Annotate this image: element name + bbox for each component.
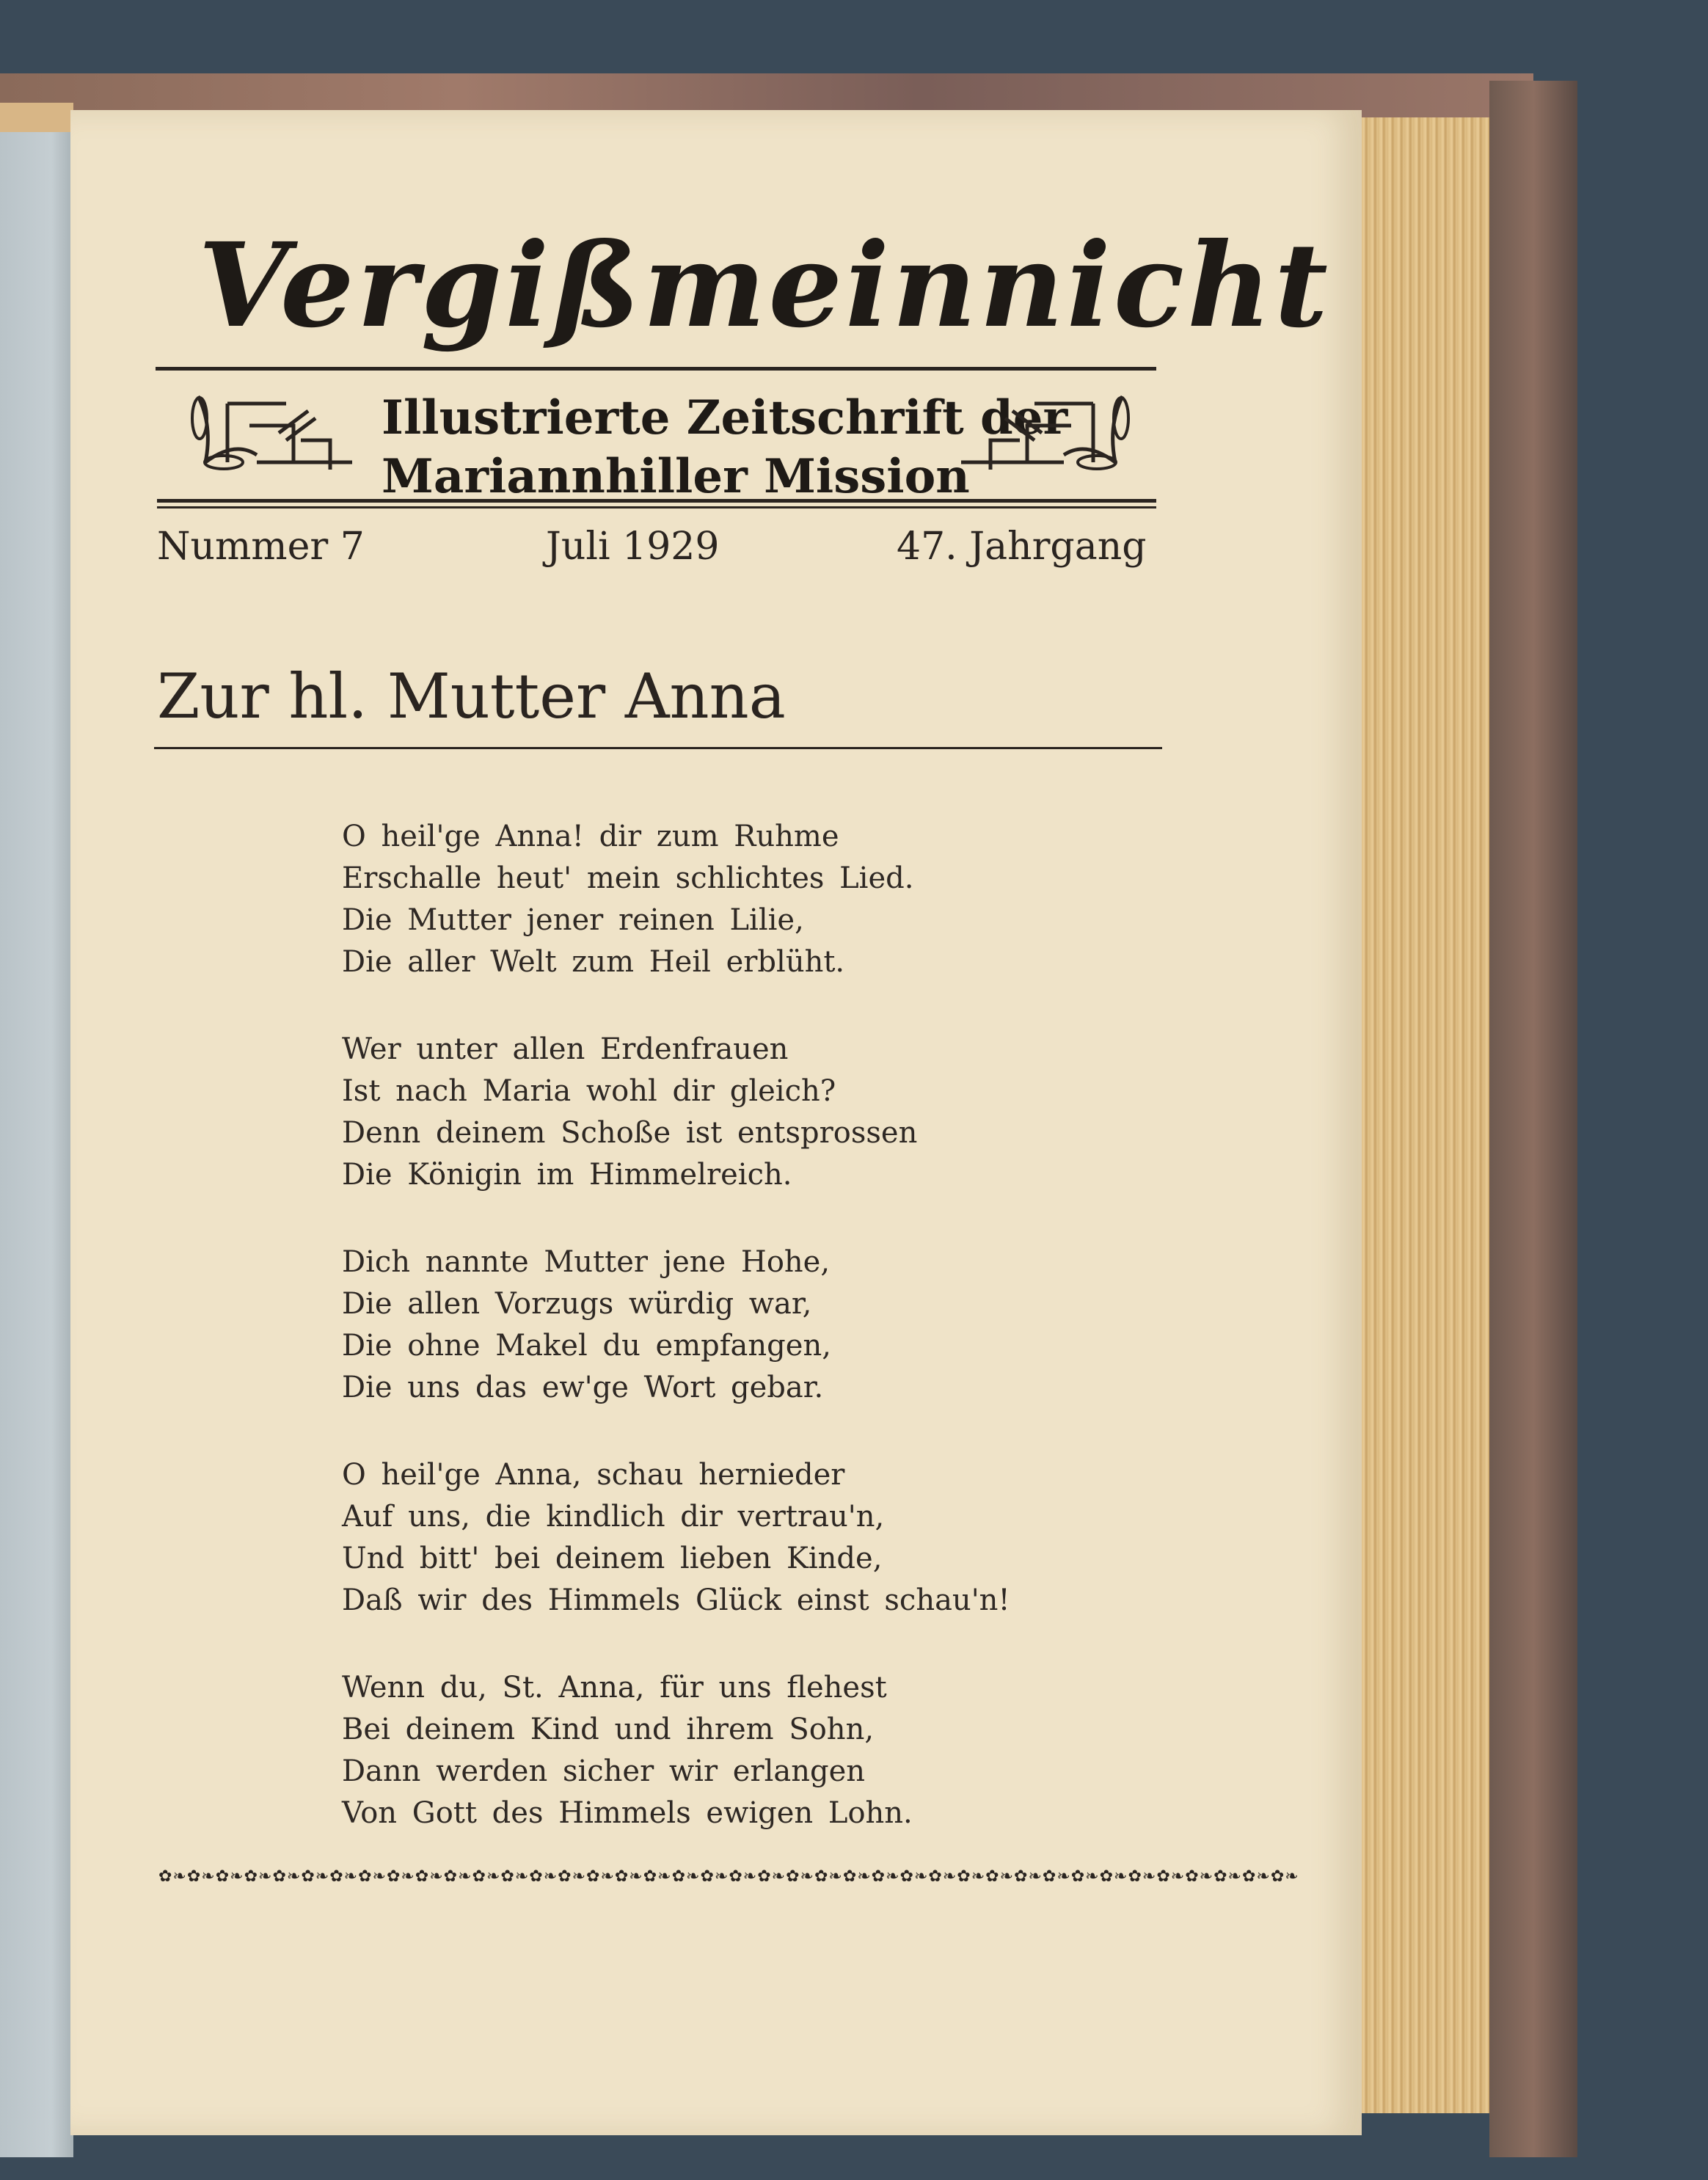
- issue-number: Nummer 7: [157, 525, 365, 569]
- poem-body: [342, 816, 1046, 1880]
- poem-line: Die allen Vorzugs würdig war,: [342, 1287, 812, 1321]
- masthead-subtitle: [382, 389, 1068, 506]
- issue-volume: 47. Jahrgang: [897, 525, 1147, 569]
- poem-line: Dich nannte Mutter jene Hohe,: [342, 1245, 831, 1279]
- poem-line: Von Gott des Himmels ewigen Lohn.: [342, 1796, 913, 1830]
- poem-line: Erschalle heut' mein schlichtes Lied.: [342, 861, 914, 895]
- masthead-bottom-rule: [157, 499, 1156, 503]
- facing-page-edge: [0, 103, 73, 2157]
- poem-line: Und bitt' bei deinem lieben Kinde,: [342, 1542, 883, 1575]
- page-block-edges: [1341, 117, 1489, 2113]
- poem-line: Bei deinem Kind und ihrem Sohn,: [342, 1713, 875, 1746]
- poem-line: Daß wir des Himmels Glück einst schau'n!: [342, 1583, 1010, 1617]
- masthead-top-rule: [156, 367, 1156, 371]
- poem-line: Die ohne Makel du empfangen,: [342, 1329, 831, 1363]
- stanza: [342, 1242, 1046, 1409]
- left-leaf-ornament: [183, 382, 360, 477]
- poem-line: Die uns das ew'ge Wort gebar.: [342, 1371, 824, 1404]
- poem-line: O heil'ge Anna! dir zum Ruhme: [342, 820, 839, 853]
- facing-page-gilt: [0, 103, 73, 132]
- stanza: [342, 1029, 1046, 1196]
- poem-line: Wer unter allen Erdenfrauen: [342, 1032, 789, 1066]
- stanza: [342, 1667, 1046, 1834]
- poem-title: Zur hl. Mutter Anna: [157, 660, 786, 732]
- stanza: [342, 1454, 1046, 1622]
- poem-line: O heil'ge Anna, schau hernieder: [342, 1458, 845, 1492]
- title-underline: [154, 747, 1162, 749]
- right-leaf-ornament: [946, 382, 1137, 477]
- stanza: [342, 816, 1046, 983]
- poem-line: Auf uns, die kindlich dir vertrau'n,: [342, 1500, 885, 1534]
- issue-date: Juli 1929: [546, 525, 720, 569]
- poem-line: Ist nach Maria wohl dir gleich?: [342, 1074, 836, 1108]
- subtitle-line-1: Illustrierte Zeitschrift der: [382, 390, 1068, 445]
- poem-line: Dann werden sicher wir erlangen: [342, 1754, 866, 1788]
- subtitle-line-2: Mariannhiller Mission: [382, 449, 970, 504]
- book-cover-edge: [1489, 81, 1577, 2157]
- masthead-bottom-rule-fine: [157, 506, 1156, 508]
- poem-line: Die aller Welt zum Heil erblüht.: [342, 945, 845, 979]
- masthead-title: Vergißmeinnicht: [198, 218, 1331, 354]
- poem-line: Die Mutter jener reinen Lilie,: [342, 903, 804, 937]
- poem-line: Denn deinem Schoße ist entsprossen: [342, 1116, 918, 1150]
- poem-line: Die Königin im Himmelreich.: [342, 1158, 792, 1192]
- poem-line: Wenn du, St. Anna, für uns flehest: [342, 1671, 887, 1705]
- decorative-divider: ✿❧✿❧✿❧✿❧✿❧✿❧✿❧✿❧✿❧✿❧✿❧✿❧✿❧✿❧✿❧✿❧✿❧✿❧✿❧✿❧✿❧✿❧✿❧✿❧✿❧✿❧✿❧✿❧✿❧✿❧✿❧✿❧✿❧✿❧✿❧✿❧✿❧✿❧✿❧✿❧: [158, 1867, 1299, 1886]
